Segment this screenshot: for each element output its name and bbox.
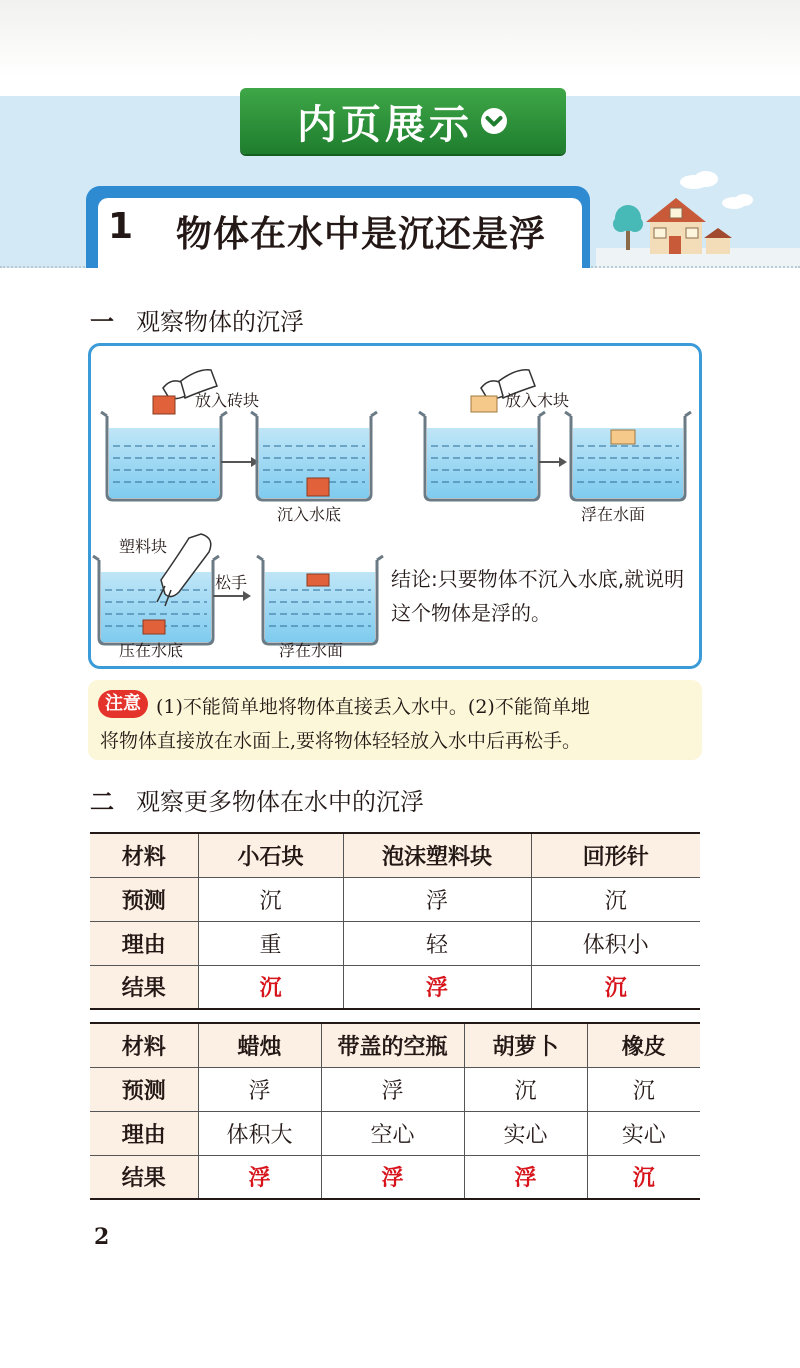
table-cell: 橡皮 (587, 1023, 700, 1067)
arrow-1 (221, 457, 259, 467)
table-cell: 重 (198, 921, 343, 965)
table-cell: 材料 (90, 1023, 198, 1067)
section-2-heading (90, 782, 424, 817)
section-1-index: 一 (90, 308, 114, 336)
table-cell: 浮 (321, 1067, 464, 1111)
chevron-down-icon (479, 106, 509, 136)
section-1-title: 观察物体的沉浮 (136, 308, 304, 336)
beaker-brick-before (101, 412, 227, 500)
materials-table-1 (90, 832, 700, 1010)
banner-title: 内页展示 (297, 101, 473, 148)
arrow-2 (539, 457, 567, 467)
beaker-brick-after (251, 412, 377, 500)
table-cell: 浮 (343, 877, 531, 921)
table-cell: 胡萝卜 (464, 1023, 587, 1067)
table-cell: 沉 (587, 1155, 700, 1199)
table-cell: 理由 (90, 1111, 198, 1155)
table-cell: 浮 (321, 1155, 464, 1199)
house-illustration (606, 168, 756, 258)
conclusion-text: 结论:只要物体不沉入水底,就说明这个物体是浮的。 (391, 567, 685, 625)
table-cell: 浮 (198, 1155, 321, 1199)
table-cell: 空心 (321, 1111, 464, 1155)
label-put-brick: 放入砖块 (195, 391, 260, 410)
section-1-heading (90, 302, 304, 337)
table-cell: 泡沫塑料块 (343, 833, 531, 877)
table-cell: 浮 (343, 965, 531, 1009)
table-2-predict-row (90, 1067, 700, 1111)
table-cell: 浮 (198, 1067, 321, 1111)
section-2-title: 观察更多物体在水中的沉浮 (136, 788, 424, 816)
table-1-reason-row (90, 921, 700, 965)
table-cell: 体积大 (198, 1111, 321, 1155)
table-cell: 沉 (531, 877, 700, 921)
beaker-plastic-float (257, 556, 383, 644)
chapter-number: 1 (108, 206, 134, 247)
table-2-reason-row (90, 1111, 700, 1155)
table-cell: 带盖的空瓶 (321, 1023, 464, 1067)
table-2-header-row (90, 1023, 700, 1067)
table-1-header-row (90, 833, 700, 877)
beaker-wood-after (565, 412, 691, 500)
beaker-wood-before (419, 412, 545, 500)
table-cell: 实心 (464, 1111, 587, 1155)
note-box (88, 680, 702, 760)
note-line-2: 将物体直接放在水面上,要将物体轻轻放入水中后再松手。 (100, 730, 582, 752)
section-2-index: 二 (90, 788, 114, 816)
note-badge: 注意 (98, 690, 148, 718)
table-cell: 预测 (90, 877, 198, 921)
label-float-surface-2: 浮在水面 (279, 641, 344, 660)
table-cell: 轻 (343, 921, 531, 965)
table-cell: 沉 (464, 1067, 587, 1111)
table-cell: 沉 (531, 965, 700, 1009)
table-cell: 结果 (90, 1155, 198, 1199)
page-banner (240, 88, 566, 154)
table-cell: 小石块 (198, 833, 343, 877)
label-plastic-block: 塑料块 (119, 537, 168, 556)
label-press-bottom: 压在水底 (119, 641, 184, 660)
table-cell: 理由 (90, 921, 198, 965)
beaker-plastic-pressed (93, 556, 219, 644)
table-cell: 蜡烛 (198, 1023, 321, 1067)
materials-table-2 (90, 1022, 700, 1200)
chapter-title: 物体在水中是沉还是浮 (176, 214, 547, 255)
table-1-result-row (90, 965, 700, 1009)
table-cell: 沉 (198, 965, 343, 1009)
table-cell: 材料 (90, 833, 198, 877)
table-cell: 实心 (587, 1111, 700, 1155)
label-release: 松手 (215, 573, 248, 592)
table-cell: 沉 (198, 877, 343, 921)
label-put-wood: 放入木块 (505, 391, 570, 410)
table-cell: 沉 (587, 1067, 700, 1111)
table-2-result-row (90, 1155, 700, 1199)
table-1-predict-row (90, 877, 700, 921)
table-cell: 回形针 (531, 833, 700, 877)
label-float-surface-1: 浮在水面 (581, 505, 646, 524)
note-line-1: (1)不能简单地将物体直接丢入水中。(2)不能简单地 (156, 696, 590, 718)
page-number: 2 (94, 1224, 110, 1250)
table-cell: 浮 (464, 1155, 587, 1199)
top-fade (0, 0, 800, 96)
experiment-figure (88, 343, 702, 669)
table-cell: 结果 (90, 965, 198, 1009)
label-sink-bottom: 沉入水底 (277, 505, 342, 524)
table-cell: 预测 (90, 1067, 198, 1111)
table-cell: 体积小 (531, 921, 700, 965)
